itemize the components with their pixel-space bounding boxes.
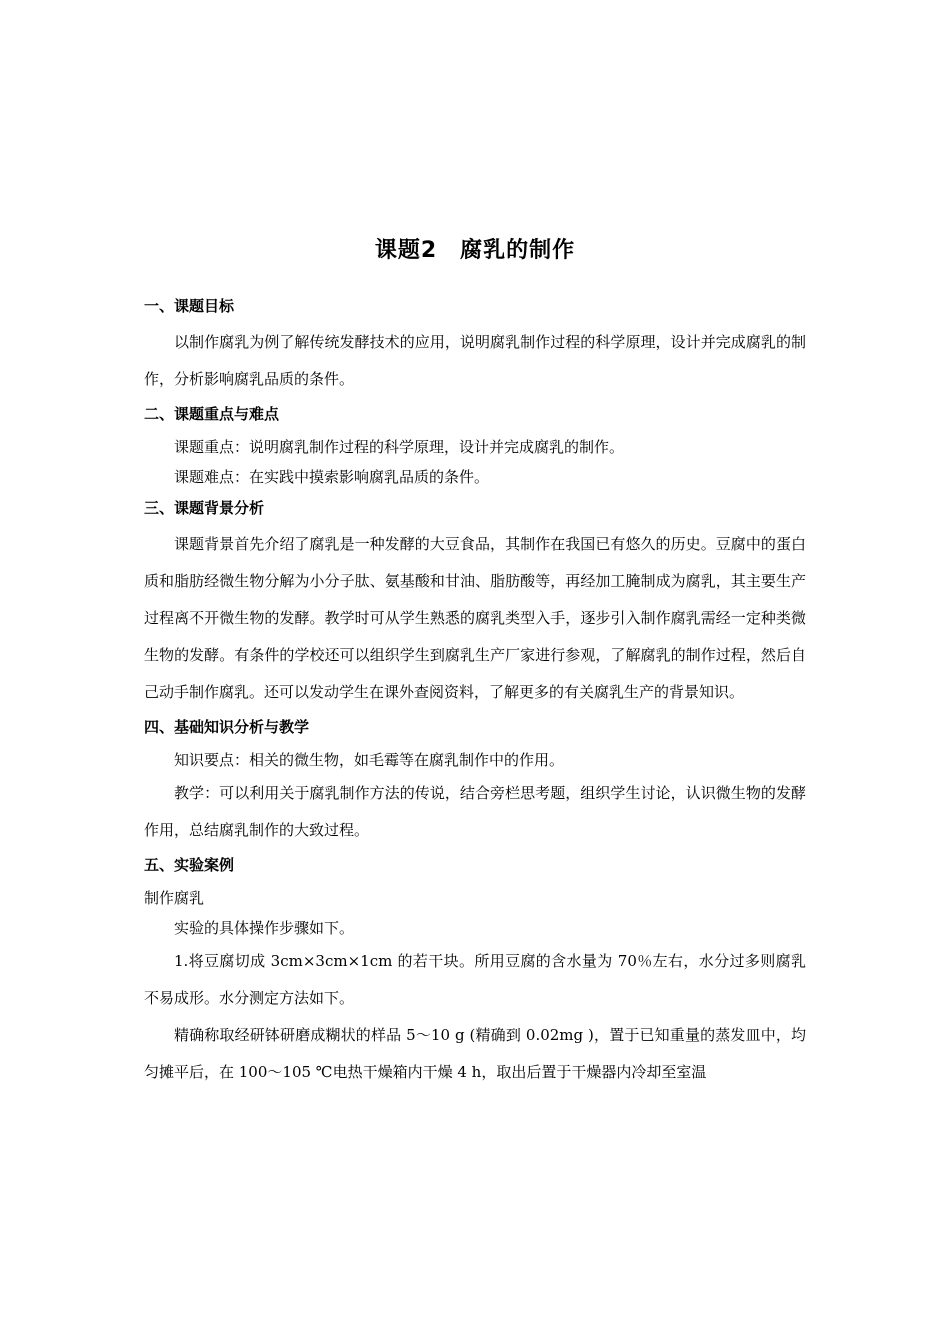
section-heading-key-points: 二、课题重点与难点 bbox=[144, 405, 280, 423]
paragraph: 教学：可以利用关于腐乳制作方法的传说，结合旁栏思考题，组织学生讨论，认识微生物的发酵作用，总结腐乳制作的大致过程。 bbox=[144, 784, 806, 839]
section-heading-objectives: 一、课题目标 bbox=[144, 297, 235, 315]
document-body bbox=[144, 290, 806, 1091]
paragraph: 以制作腐乳为例了解传统发酵技术的应用，说明腐乳制作过程的科学原理，设计并完成腐乳的制作，分析影响腐乳品质的条件。 bbox=[144, 333, 806, 388]
section-heading-experiment: 五、实验案例 bbox=[144, 856, 235, 874]
paragraph: 实验的具体操作步骤如下。 bbox=[174, 919, 355, 937]
page-title: 课题2 腐乳的制作 bbox=[374, 238, 576, 263]
section-heading-basics: 四、基础知识分析与教学 bbox=[144, 718, 310, 736]
paragraph: 课题重点：说明腐乳制作过程的科学原理，设计并完成腐乳的制作。 bbox=[174, 438, 625, 456]
paragraph: 知识要点：相关的微生物，如毛霉等在腐乳制作中的作用。 bbox=[174, 751, 565, 769]
paragraph: 1.将豆腐切成 3cm×3cm×1cm 的若干块。所用豆腐的含水量为 70％左右，水分过多则腐乳不易成形。水分测定方法如下。 bbox=[144, 952, 806, 1007]
paragraph: 精确称取经研钵研磨成糊状的样品 5～10 g (精确到 0.02mg )，置于已知重量的蒸发皿中，均匀摊平后，在 100～105 ℃电热干燥箱内干燥 4 h，取出后置于干燥器内冷却至室温 bbox=[144, 1026, 806, 1081]
paragraph: 课题背景首先介绍了腐乳是一种发酵的大豆食品，其制作在我国已有悠久的历史。豆腐中的蛋白质和脂肪经微生物分解为小分子肽、氨基酸和甘油、脂肪酸等，再经加工腌制成为腐乳，其主要生产过程离不开微生物的发酵。教学时可从学生熟悉的腐乳类型入手，逐步引入制作腐乳需经一定种类微生物的发酵。有条件的学校还可以组织学生到腐乳生产厂家进行参观，了解腐乳的制作过程，然后自己动手制作腐乳。还可以发动学生在课外查阅资料，了解更多的有关腐乳生产的背景知识。 bbox=[144, 535, 806, 701]
subheading: 制作腐乳 bbox=[144, 889, 205, 907]
paragraph: 课题难点：在实践中摸索影响腐乳品质的条件。 bbox=[174, 468, 490, 486]
section-heading-background: 三、课题背景分析 bbox=[144, 499, 265, 517]
